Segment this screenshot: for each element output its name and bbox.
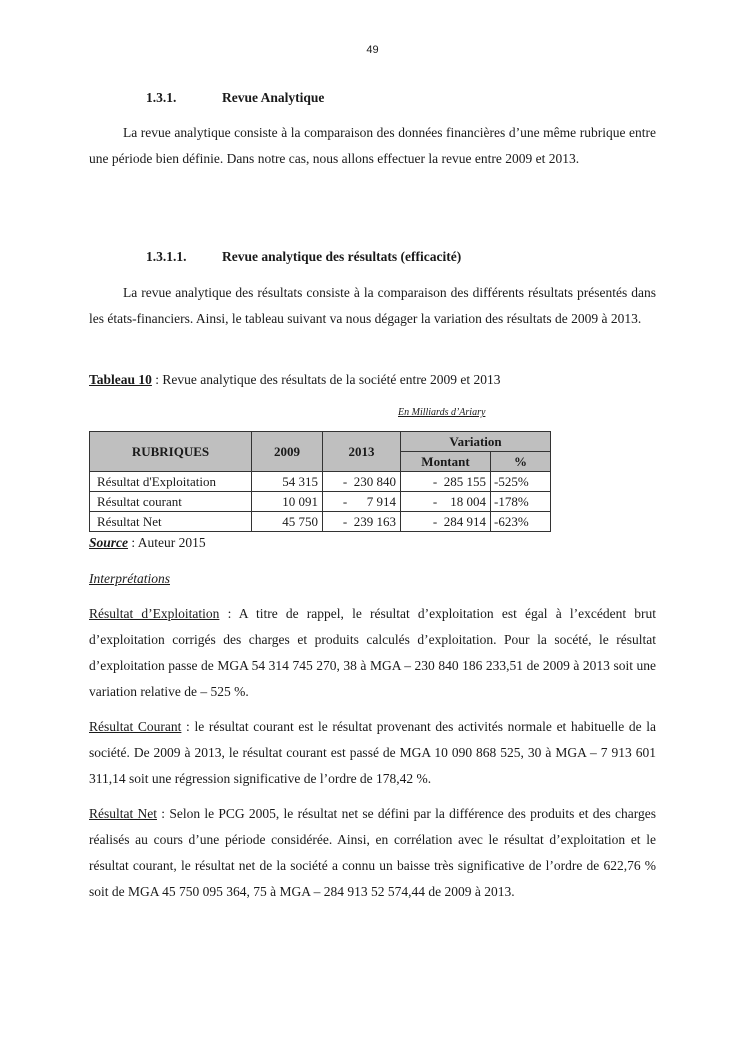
- row-montant: - 284 914: [401, 512, 491, 532]
- interpretation-term: Résultat Net: [89, 806, 158, 821]
- source-text: : Auteur 2015: [128, 535, 206, 550]
- table-row: [90, 472, 551, 492]
- row-2009: 45 750: [252, 512, 323, 532]
- row-label: Résultat courant: [90, 492, 252, 512]
- table-row: [90, 512, 551, 532]
- intro-paragraph: La revue analytique consiste à la comparaison des données financières d’une même rubrique entre une période bien définie. Dans notre cas, nous allons effectuer la revue entre 2009 et 2013.: [89, 125, 656, 166]
- subsection-paragraph: La revue analytique des résultats consiste à la comparaison des différents résultats présentés dans les états-financiers. Ainsi, le tableau suivant va nous dégager la variation des résultats de 2009 à 2013.: [89, 285, 656, 326]
- row-montant: - 285 155: [401, 472, 491, 492]
- section-title: Revue Analytique: [222, 90, 325, 105]
- row-label: Résultat d'Exploitation: [90, 472, 252, 492]
- unit-note: En Milliards d’Ariary: [398, 407, 486, 418]
- interpretation-text: : le résultat courant est le résultat provenant des activités normale et habituelle de la société. De 2009 à 2013, le résultat courant est passé de MGA 10 090 868 525, 30 à MGA – 7 913 601 311,14 soit une régression significative de l’ordre de 178,42 %.: [89, 719, 656, 786]
- row-2013: - 7 914: [323, 492, 401, 512]
- table-caption-label: Tableau 10: [89, 372, 152, 387]
- row-montant: - 18 004: [401, 492, 491, 512]
- header-2009: 2009: [252, 432, 323, 472]
- subsection-title: Revue analytique des résultats (efficacité): [222, 249, 462, 264]
- table-caption: [89, 372, 501, 388]
- results-table: [89, 431, 551, 532]
- section-number: 1.3.1.: [146, 90, 177, 105]
- section-heading-revue-analytique: [146, 90, 324, 106]
- source-label: Source: [89, 535, 129, 550]
- header-rubriques: RUBRIQUES: [90, 432, 252, 472]
- interpretations-title: Interprétations: [89, 571, 170, 586]
- header-variation: Variation: [401, 432, 551, 452]
- header-percent: %: [491, 452, 551, 472]
- interpretation-net: [89, 801, 656, 905]
- table-row: [90, 492, 551, 512]
- row-percent: -623%: [491, 512, 551, 532]
- interpretation-courant: [89, 714, 656, 792]
- interpretation-exploitation: [89, 601, 656, 705]
- interpretation-term: Résultat d’Exploitation: [89, 606, 220, 621]
- table-source: [89, 535, 206, 551]
- row-label: Résultat Net: [90, 512, 252, 532]
- interpretation-text: : Selon le PCG 2005, le résultat net se défini par la différence des produits et des charges réalisés au cours d’une période considérée. Ainsi, en corrélation avec le résultat d’exploitation et le résultat courant, le résultat net de la société a connu un baisse très significative de l’ordre de 622,76 % soit de MGA 45 750 095 364, 75 à MGA – 284 913 52 574,44 de 2009 à 2013.: [89, 806, 656, 899]
- table-caption-text: : Revue analytique des résultats de la société entre 2009 et 2013: [151, 372, 501, 387]
- page-number: 49: [366, 44, 379, 56]
- header-2013: 2013: [323, 432, 401, 472]
- row-2013: - 230 840: [323, 472, 401, 492]
- row-2009: 10 091: [252, 492, 323, 512]
- row-percent: -178%: [491, 492, 551, 512]
- interpretation-term: Résultat Courant: [89, 719, 182, 734]
- subsection-number: 1.3.1.1.: [146, 249, 187, 264]
- header-montant: Montant: [401, 452, 491, 472]
- table-header-row: [90, 432, 551, 452]
- row-2009: 54 315: [252, 472, 323, 492]
- row-percent: -525%: [491, 472, 551, 492]
- interpretation-text: : A titre de rappel, le résultat d’exploitation est égal à l’excédent brut d’exploitation corrigés des charges et produits calculés d’exploitation. Pour la socété, le résultat d’exploitation passe de MGA 54 314 745 270, 38 à MGA – 230 840 186 233,51 de 2009 à 2013 soit une variation relative de – 525 %.: [89, 606, 657, 699]
- row-2013: - 239 163: [323, 512, 401, 532]
- subsection-heading-resultats: [146, 249, 461, 265]
